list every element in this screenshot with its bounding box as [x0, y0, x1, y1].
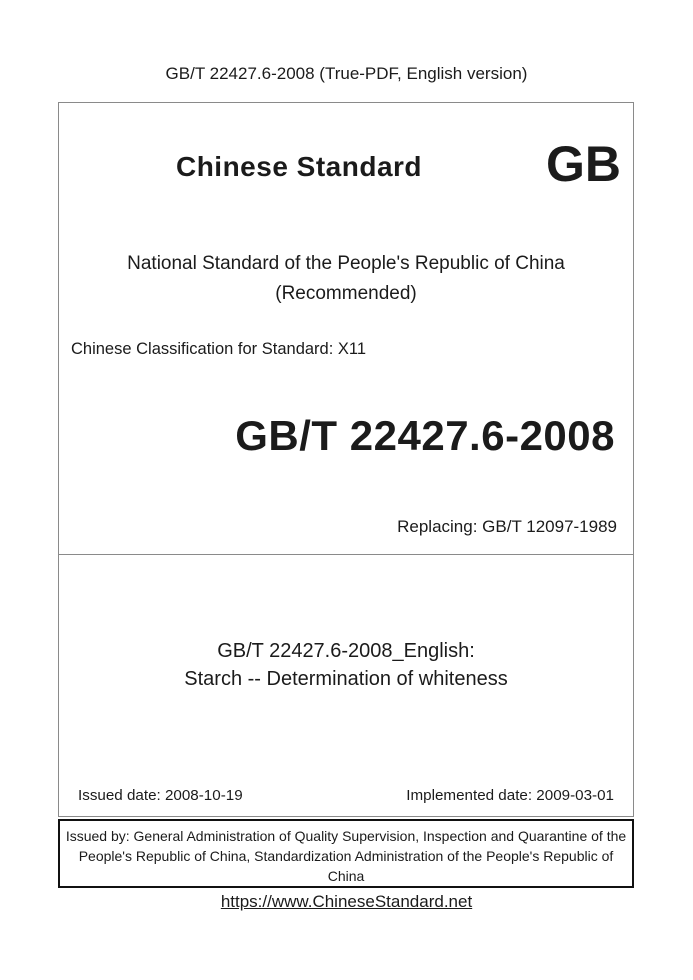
implemented-date: Implemented date: 2009-03-01	[406, 787, 614, 804]
cover-box	[58, 102, 634, 555]
cover-column	[58, 102, 634, 888]
issuer-text: Issued by: General Administration of Quality Supervision, Inspection and Quarantine of the People's Republic of China, Standardization Administration of the People's Republic of China	[65, 828, 627, 884]
dates-row	[78, 787, 614, 804]
recommended-line: (Recommended)	[275, 283, 417, 304]
title-box	[58, 554, 634, 817]
issued-date: Issued date: 2008-10-19	[78, 787, 243, 804]
national-standard-block	[59, 249, 633, 309]
english-title-block	[59, 637, 633, 693]
brand-row	[59, 136, 633, 192]
national-standard-line: National Standard of the People's Republic of China	[127, 253, 565, 274]
standard-code-title: GB/T 22427.6-2008	[235, 412, 615, 459]
classification-label: Chinese Classification for Standard: X11	[71, 340, 367, 358]
brand-title: Chinese Standard	[175, 151, 423, 182]
english-title-line1: GB/T 22427.6-2008_English:	[217, 640, 475, 662]
issuer-box	[58, 819, 634, 888]
footer-link[interactable]: https://www.ChineseStandard.net	[220, 892, 473, 911]
gb-logo: GB	[546, 136, 621, 192]
english-title-line2: Starch -- Determination of whiteness	[184, 668, 508, 690]
document-header-title: GB/T 22427.6-2008 (True-PDF, English version)	[165, 64, 528, 83]
replacing-note: Replacing: GB/T 12097-1989	[397, 517, 617, 536]
footer	[0, 892, 693, 912]
